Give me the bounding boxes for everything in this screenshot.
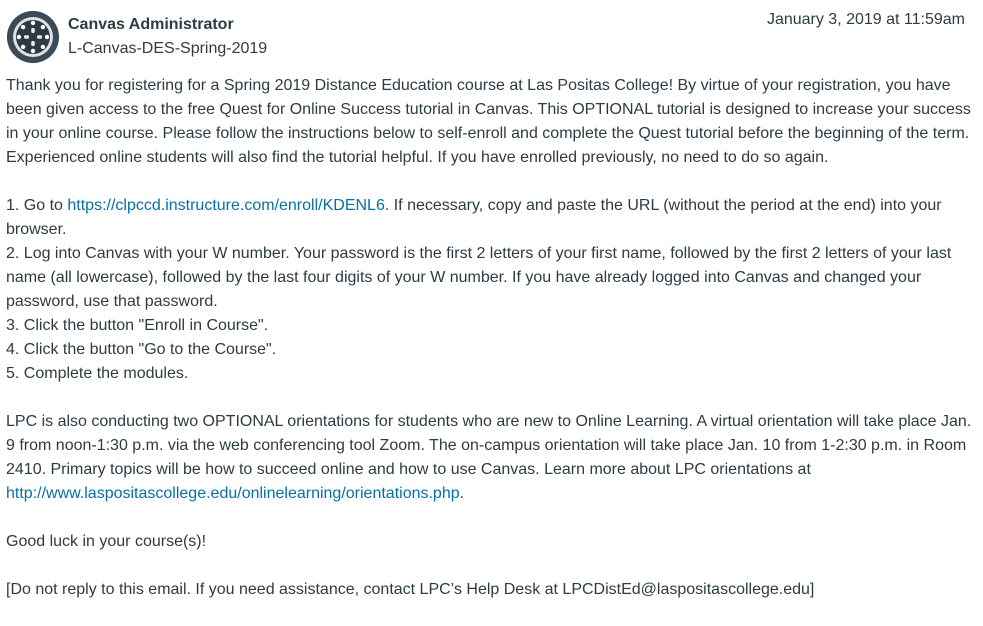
footer-note: [Do not reply to this email. If you need assistance, contact LPC’s Help Desk at LPCDistEd@laspositascollege.edu] [6, 581, 815, 598]
enroll-link[interactable]: https://clpccd.instructure.com/enroll/KDENL6 [67, 197, 385, 214]
orientation-suffix: . [459, 485, 465, 502]
step-2: 2. Log into Canvas with your W number. Your password is the first 2 letters of your first name, followed by the first 2 letters of your last name (all lowercase), followed by the last four digits of your W number. If you have already logged into Canvas and changed your password, use that password. [6, 245, 952, 310]
step-1 [6, 197, 942, 238]
instructions-list [6, 194, 976, 386]
avatar[interactable] [7, 11, 59, 63]
step-1-prefix: 1. Go to [6, 197, 68, 214]
message-header [0, 0, 983, 70]
step-3: 3. Click the button "Enroll in Course". [6, 317, 269, 334]
orientation-paragraph [6, 410, 976, 506]
canvas-logo-icon [7, 11, 59, 63]
sender-name[interactable]: Canvas Administrator [68, 16, 234, 33]
orientations-link[interactable]: http://www.laspositascollege.edu/onlinelearning/orientations.php [6, 485, 460, 502]
step-1-suffix: . If necessary, copy and paste the URL (without the period at the end) into your browser. [6, 197, 942, 238]
step-4: 4. Click the button "Go to the Course". [6, 341, 277, 358]
step-5: 5. Complete the modules. [6, 365, 189, 382]
intro-paragraph: Thank you for registering for a Spring 2019 Distance Education course at Las Positas College! By virtue of your registration, you have been given access to the free Quest for Online Success tutorial in Canvas. This OPTIONAL tutorial is designed to increase your success in your online course. Please follow the instructions below to self-enroll and complete the Quest tutorial before the beginning of the term. Experienced online students will also find the tutorial helpful. If you have enrolled previously, no need to do so again. [6, 77, 971, 166]
good-luck-paragraph: Good luck in your course(s)! [6, 533, 207, 550]
orientation-text: LPC is also conducting two OPTIONAL orientations for students who are new to Online Learning. A virtual orientation will take place Jan. 9 from noon-1:30 p.m. via the web conferencing tool Zoom. The on-campus orientation will take place Jan. 10 from 1-2:30 p.m. in Room 2410. Primary topics will be how to succeed online and how to use Canvas. Learn more about LPC orientations at [6, 413, 972, 478]
message-body [6, 74, 976, 626]
message-timestamp: January 3, 2019 at 11:59am [766, 11, 965, 28]
course-name: L-Canvas-DES-Spring-2019 [68, 40, 268, 57]
